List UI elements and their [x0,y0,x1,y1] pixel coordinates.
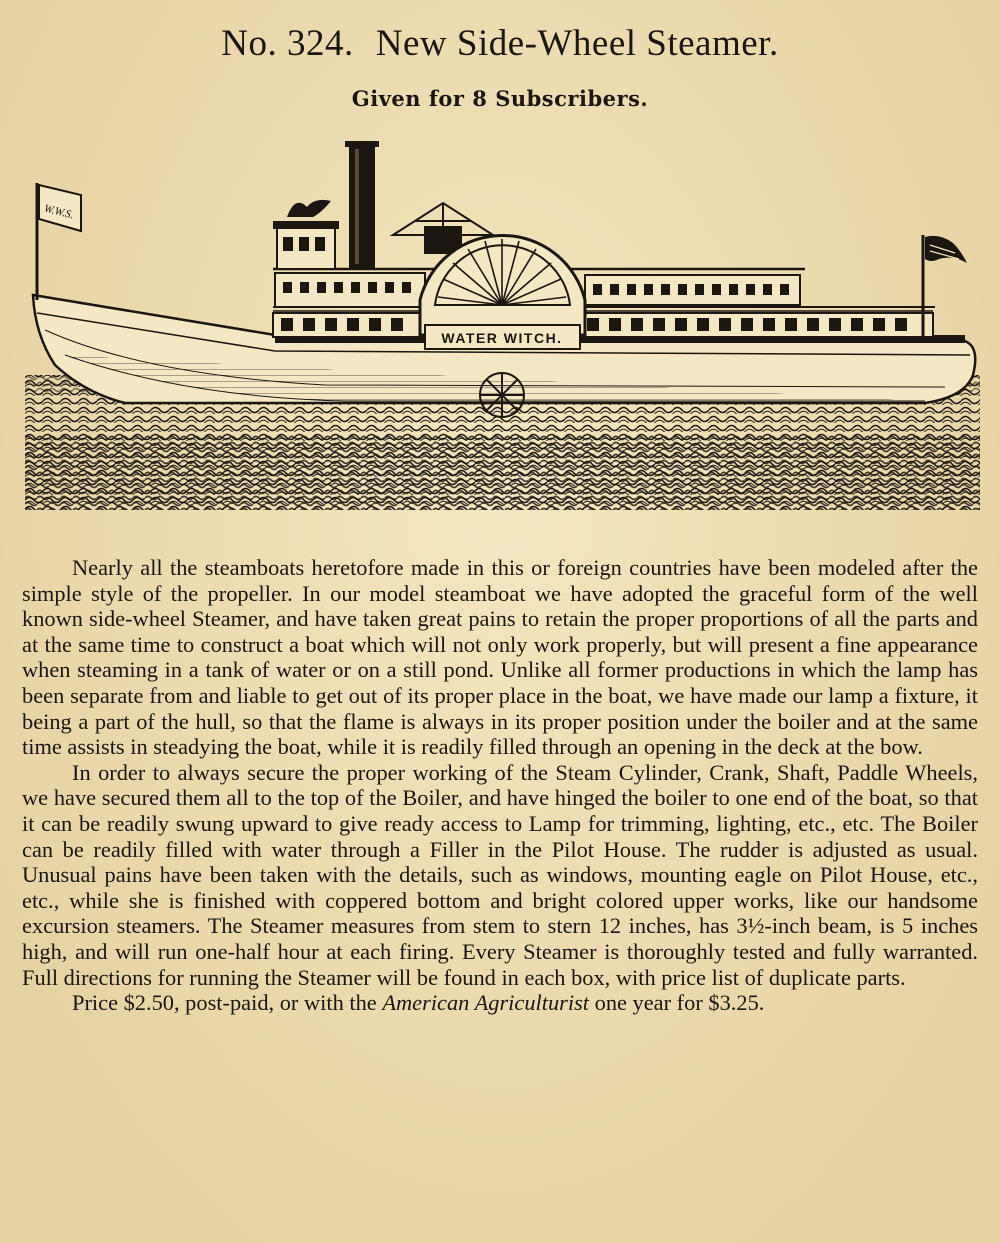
eagle-ornament [287,200,331,217]
bow-flag [37,183,81,300]
pilot-house [273,200,339,269]
price-line [22,990,978,1016]
steamer-illustration [25,135,980,520]
upper-deck [273,269,933,311]
item-title: New Side-Wheel Steamer. [375,23,779,64]
price-after: one year for $3.25. [594,990,765,1016]
smokestack [345,141,379,269]
item-number: No. 324. [221,23,354,64]
paddle-wheel [480,373,524,417]
boat-name-plate: WATER WITCH. [441,330,563,346]
subheading: Given for 8 Subscribers. [351,86,649,111]
page-title [0,22,1000,65]
paragraph-2: In order to always secure the proper working of the Steam Cylinder, Crank, Shaft, Paddle Wheels, we have secured them all to the top of the Boiler, and have hinged the boiler to one end of the boat, so that it can be readily swung upward to give ready access to Lamp for trimming, lighting, etc., etc. The Boiler can be readily filled with water through a Filler in the Pilot House. The rudder is adjusted as usual. Unusual pains have been taken with the details, such as windows, mounting eagle on Pilot House, etc., etc., while she is finished with coppered bottom and bright colored upper works, like our handsome excursion steamers. The Steamer measures from stem to stern 12 inches, has 3½-inch beam, is 5 inches high, and will run one-half hour at each firing. Every Steamer is thoroughly tested and fully warranted. Full directions for running the Steamer will be found in each box, with price list of duplicate parts. [22,759,978,990]
publication-name: American Agriculturist [382,990,590,1016]
description [22,555,978,1016]
paragraph-1: Nearly all the steamboats heretofore made in this or foreign countries have been modeled after the simple style of the propeller. In our model steamboat we have adopted the graceful form of the well known side-wheel Steamer, and have taken great pains to retain the proper proportions of all the parts and at the same time to construct a boat which will not only work properly, but will present a fine appearance when steaming in a tank of water or on a still pond. Unlike all former productions in which the lamp has been separate from and liable to get out of its proper place in the boat, we have made our lamp a fixture, it being a part of the hull, so that the flame is always in its proper position under the boiler and at the same time assists in steadying the boat, while it is readily filled through an opening in the deck at the bow. [22,555,978,760]
price-before: Price $2.50, post-paid, or with the [72,990,377,1016]
bow-flag-text: W.W.S. [42,202,75,222]
